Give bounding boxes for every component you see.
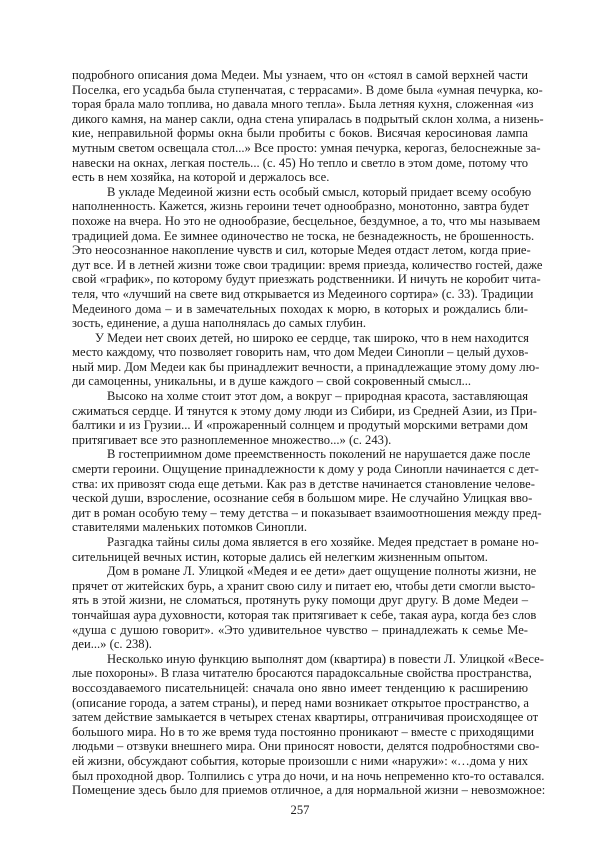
- text-line: ный мир. Дом Медеи как бы принадлежит вечности, а принадлежащие этому дому лю-: [72, 359, 540, 374]
- text-line: У Медеи нет своих детей, но широко ее сердце, так широко, что в нем находится: [95, 330, 529, 345]
- text-line: большого мира. Но в то же время туда постоянно проникают – вместе с приходящими: [72, 724, 534, 739]
- text-line: Помещение здесь было для приемов отличное, а для нормальной жизни – невозможное:: [72, 783, 546, 798]
- text-line: дут все. И в летней жизни тоже свои традиции: время приезда, количество гостей, даже: [72, 257, 543, 272]
- text-line: прячет от житейских бурь, а хранит свою силу и питает ею, чтобы дети смогли высто-: [72, 578, 536, 593]
- paragraph: [72, 68, 544, 185]
- text-line: тончайшая аура духовности, которая так притягивает к себе, такая аура, когда без слов: [72, 607, 537, 622]
- text-line: притягивает все это разноплеменное множество...» (с. 243).: [72, 432, 392, 447]
- text-line: похоже на вчера. Но это не однообразие, бесцельное, бездумное, а то, что мы называем: [72, 213, 541, 228]
- paragraph: [72, 564, 537, 652]
- text-line: «душа с душою говорит». «Это удивительное чувство – принадлежать к семье Ме-: [72, 622, 528, 637]
- text-line: Поселка, его усадьба была ступенчатая, с террасами». В доме была «умная печурка, ко-: [72, 82, 543, 97]
- page-number: 257: [290, 803, 310, 817]
- text-line: (описание города, а затем страны), и перед нами возникает открытое пространство, а: [72, 695, 529, 710]
- text-line: ять в этой жизни, не сломаться, протянуть руку помощи друг другу. В доме Медеи –: [72, 593, 528, 608]
- text-line: наполненность. Кажется, жизнь героини течет однообразно, монотонно, завтра будет: [72, 199, 530, 214]
- paragraph: [72, 651, 546, 798]
- text-line: дикого камня, на манер сакли, одна стена упиралась в подрытый склон холма, а низень-: [72, 111, 544, 126]
- text-line: был проходной двор. Толпились с утра до ночи, и на ночь непременно кто-то оставался.: [72, 768, 545, 783]
- text-line: В укладе Медеиной жизни есть особый смысл, который придает всему особую: [107, 184, 532, 199]
- text-line: кие, неправильной формы окна были пробиты с боков. Висячая керосиновая лампа: [72, 126, 528, 141]
- paragraph: [72, 184, 543, 331]
- text-line: затем действие замыкается в четырех стенах квартиры, отграничивая происходящее от: [72, 710, 539, 725]
- text-line: дит в роман особую тему – тему детства – и показывает взаимоотношения между пред-: [72, 505, 542, 520]
- text-line: ческой души, взросление, осознание себя в большом мире. Не случайно Улицкая вво-: [72, 491, 533, 506]
- paragraph: [72, 535, 539, 564]
- text-line: торая брала мало топлива, но давала много тепла». Была летняя кухня, сложенная «из: [72, 97, 534, 112]
- text-line: мутным светом освещала стол...» Все просто: умная печурка, керогаз, белоснежные за-: [72, 140, 541, 155]
- text-line: Разгадка тайны силы дома является в его хозяйке. Медея предстает в романе но-: [107, 535, 539, 549]
- text-line: подробного описания дома Медеи. Мы узнаем, что он «стоял в самой верхней части: [72, 68, 528, 82]
- text-line: место каждому, что позволяет говорить нам, что дом Медеи Синопли – целый духов-: [72, 345, 529, 360]
- text-line: есть в нем хозяйка, на которой и держалось все.: [72, 170, 330, 185]
- text-line: воссоздаваемого писательницей: сначала оно явно имеет тенденцию к расширению: [72, 680, 528, 695]
- text-line: свой «график», по которому будут приезжать родственники. И ничуть не коробит чита-: [72, 272, 541, 287]
- text-line: теля, что «лучший на свете вид открывается из Медеиного сортира» (с. 33). Традиции: [72, 286, 534, 301]
- text-line: В гостеприимном доме преемственность поколений не нарушается даже после: [107, 447, 531, 462]
- text-line: Это неосознанное накопление чувств и сил, которые Медея отдаст летом, когда прие-: [72, 243, 531, 258]
- text-line: ди самоценны, уникальны, и в душе каждого – свой сокровенный смысл...: [72, 374, 472, 389]
- text-line: зость, единение, а душа наполнялась до самых глубин.: [72, 316, 367, 331]
- body-text: [72, 68, 546, 798]
- text-line: ставителями маленьких потомков Синопли.: [72, 520, 307, 535]
- text-line: традицией дома. Ее зимнее одиночество не тоска, не безнадежность, не брошенность.: [72, 228, 535, 243]
- text-line: ей жизни, обсуждают события, которые произошли с ними «наружи»: «…дома у них: [72, 753, 529, 768]
- text-line: Несколько иную функцию выполнят дом (квартира) в повести Л. Улицкой «Весе-: [107, 651, 544, 666]
- text-line: балтики и из Грузии... И «прожаренный солнцем и продутый морскими ветрами дом: [72, 418, 528, 433]
- text-line: лые похороны». В глаза читателю бросаются парадоксальные свойства пространства,: [72, 666, 532, 681]
- text-line: Дом в романе Л. Улицкой «Медея и ее дети» дает ощущение полноты жизни, не: [107, 564, 537, 579]
- text-line: деи...» (с. 238).: [72, 637, 152, 652]
- text-line: смерти героини. Ощущение принадлежности к дому у рода Синопли начинается с дет-: [72, 462, 539, 477]
- text-line: сжиматься сердце. И тянутся к этому дому люди из Сибири, из Средней Азии, из При-: [72, 403, 537, 418]
- paragraph: [72, 389, 537, 447]
- text-line: Медеиного дома – и в замечательных походах к морю, в которых и рождались бли-: [72, 301, 528, 316]
- text-line: навески на окнах, легкая постель... (с. 45) Но тепло и светло в этом доме, потому что: [72, 155, 528, 170]
- text-line: ства: их привозят сюда еще детьми. Как раз в детстве начинается становление челове-: [72, 476, 535, 491]
- text-line: людьми – отзвуки внешнего мира. Они приносят новости, делятся подробностями сво-: [72, 739, 540, 754]
- paragraph: [72, 330, 540, 389]
- text-line: Высоко на холме стоит этот дом, а вокруг – природная красота, заставляющая: [107, 389, 528, 404]
- text-line: сительницей вечных истин, которые дались ей нелегким жизненным опытом.: [72, 549, 488, 564]
- paragraph: [72, 447, 542, 535]
